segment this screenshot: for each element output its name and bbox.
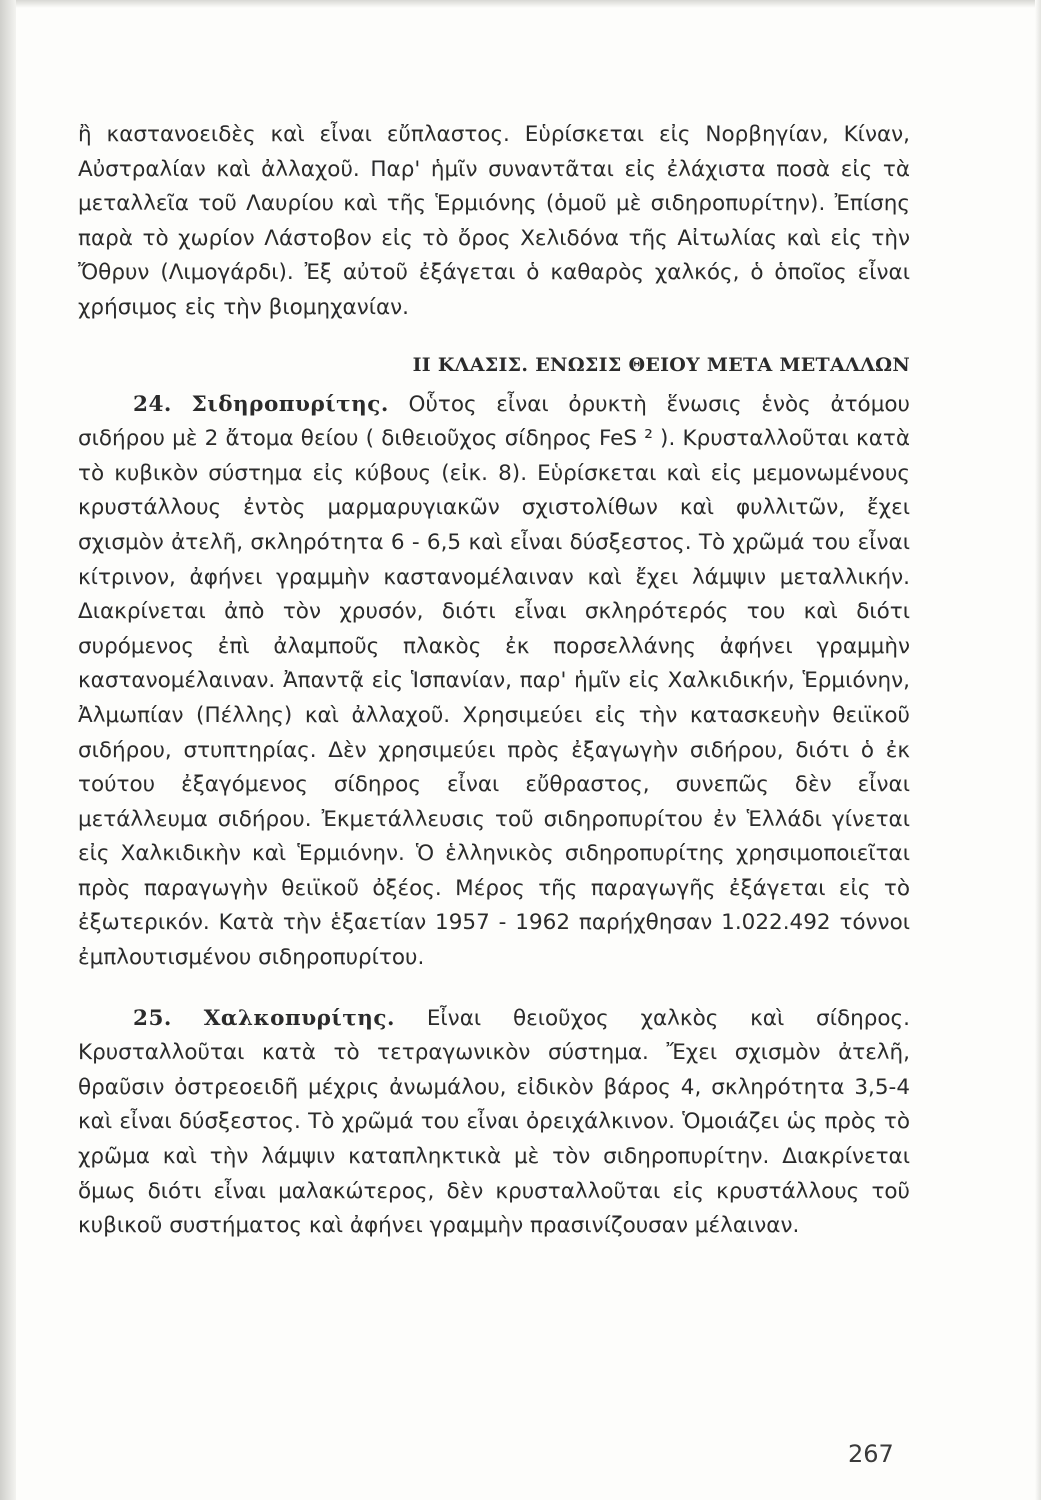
entry-25-paragraph <box>78 1002 910 1244</box>
entry-24-term: Σιδηροπυρίτης. <box>191 391 389 417</box>
entry-24-text: Οὗτος εἶναι ὀρυκτὴ ἕνωσις ἑνὸς ἀτόμου σιδήρου μὲ 2 ἄτομα θείου ( διθειοῦχος σίδηρος FeS ² ). Κρυσταλλοῦται κατὰ τὸ κυβικὸν σύστημα εἰς κύβους (εἰκ. 8). Εὑρίσκεται καὶ εἰς μεμονωμένους κρυστάλλους ἐντὸς μαρμαρυγιακῶν σχιστολίθων καὶ φυλλιτῶν, ἔχει σχισμὸν ἀτελῆ, σκληρότητα 6 - 6,5 καὶ εἶναι δύσξεστος. Τὸ χρῶμά του εἶναι κίτρινον, ἀφήνει γραμμὴν καστανομέλαιναν καὶ ἔχει λάμψιν μεταλλικήν. Διακρίνεται ἀπὸ τὸν χρυσόν, διότι εἶναι σκληρότερός του καὶ διότι συρόμενος ἐπὶ ἀλαμποῦς πλακὸς ἐκ πορσελλάνης ἀφήνει γραμμὴν καστανομέλαιναν. Ἀπαντᾷ εἰς Ἱσπανίαν, παρ' ἡμῖν εἰς Χαλκιδικήν, Ἑρμιόνην, Ἀλμωπίαν (Πέλλης) καὶ ἀλλαχοῦ. Χρησιμεύει εἰς τὴν κατασκευὴν θειϊκοῦ σιδήρου, στυπτηρίας. Δὲν χρησιμεύει πρὸς ἐξαγωγὴν σιδήρου, διότι ὁ ἐκ τούτου ἐξαγόμενος σίδηρος εἶναι εὔθραστος, συνεπῶς δὲν εἶναι μετάλλευμα σιδήρου. Ἐκμετάλλευσις τοῦ σιδηροπυρίτου ἐν Ἑλλάδι γίνεται εἰς Χαλκιδικὴν καὶ Ἑρμιόνην. Ὁ ἑλληνικὸς σιδηροπυρίτης χρησιμοποιεῖται πρὸς παραγωγὴν θειϊκοῦ ὀξέος. Μέρος τῆς παραγωγῆς ἐξάγεται εἰς τὸ ἐξωτερικόν. Κατὰ τὴν ἑξαετίαν 1957 - 1962 παρήχθησαν 1.022.492 τόννοι ἐμπλουτισμένου σιδηροπυρίτου. <box>78 391 910 971</box>
entry-25-term: Χαλκοπυρίτης. <box>203 1005 396 1031</box>
page-text-block <box>78 118 910 1244</box>
entry-25-text: Εἶναι θειοῦχος χαλκὸς καὶ σίδηρος. Κρυσταλλοῦται κατὰ τὸ τετραγωνικὸν σύστημα. Ἔχει σχισμὸν ἀτελῆ, θραῦσιν ὀστρεοειδῆ μέχρις ἀνωμάλου, εἰδικὸν βάρος 4, σκληρότητα 3,5-4 καὶ εἶναι δύσξεστος. Τὸ χρῶμά του εἶναι ὀρειχάλκινον. Ὁμοιάζει ὡς πρὸς τὸ χρῶμα καὶ τὴν λάμψιν καταπληκτικὰ μὲ τὸν σιδηροπυρίτην. Διακρίνεται ὅμως διότι εἶναι μαλακώτερος, δὲν κρυσταλλοῦται εἰς κρυστάλλους τοῦ κυβικοῦ συστήματος καὶ ἀφήνει γραμμὴν πρασινίζουσαν μέλαιναν. <box>78 1005 910 1239</box>
page-right-edge <box>1035 0 1041 1500</box>
entry-25-number: 25. <box>133 1005 172 1031</box>
section-heading: ΙΙ ΚΛΑΣΙΣ. ΕΝΩΣΙΣ ΘΕΙΟΥ ΜΕΤΑ ΜΕΤΑΛΛΩΝ <box>412 353 910 376</box>
page-binding-edge <box>0 0 16 1500</box>
page-number: 267 <box>848 1440 894 1468</box>
intro-paragraph: ἢ καστανοειδὲς καὶ εἶναι εὔπλαστος. Εὑρίσκεται εἰς Νορβηγίαν, Κίναν, Αὐστραλίαν καὶ ἀλλαχοῦ. Παρ' ἡμῖν συναντᾶται εἰς ἐλάχιστα ποσὰ εἰς τὰ μεταλλεῖα τοῦ Λαυρίου καὶ τῆς Ἑρμιόνης (ὁμοῦ μὲ σιδηροπυρίτην). Ἐπίσης παρὰ τὸ χωρίον Λάστοβον εἰς τὸ ὄρος Χελιδόνα τῆς Αἰτωλίας καὶ εἰς τὴν Ὄθρυν (Λιμογάρδι). Ἐξ αὐτοῦ ἐξάγεται ὁ καθαρὸς χαλκός, ὁ ὁποῖος εἶναι χρήσιμος εἰς τὴν βιομηχανίαν. <box>78 122 910 320</box>
entry-24-number: 24. <box>133 391 172 417</box>
page-top-edge <box>0 0 1041 8</box>
paragraph-gap <box>78 976 910 1002</box>
entry-24-paragraph <box>78 388 910 976</box>
